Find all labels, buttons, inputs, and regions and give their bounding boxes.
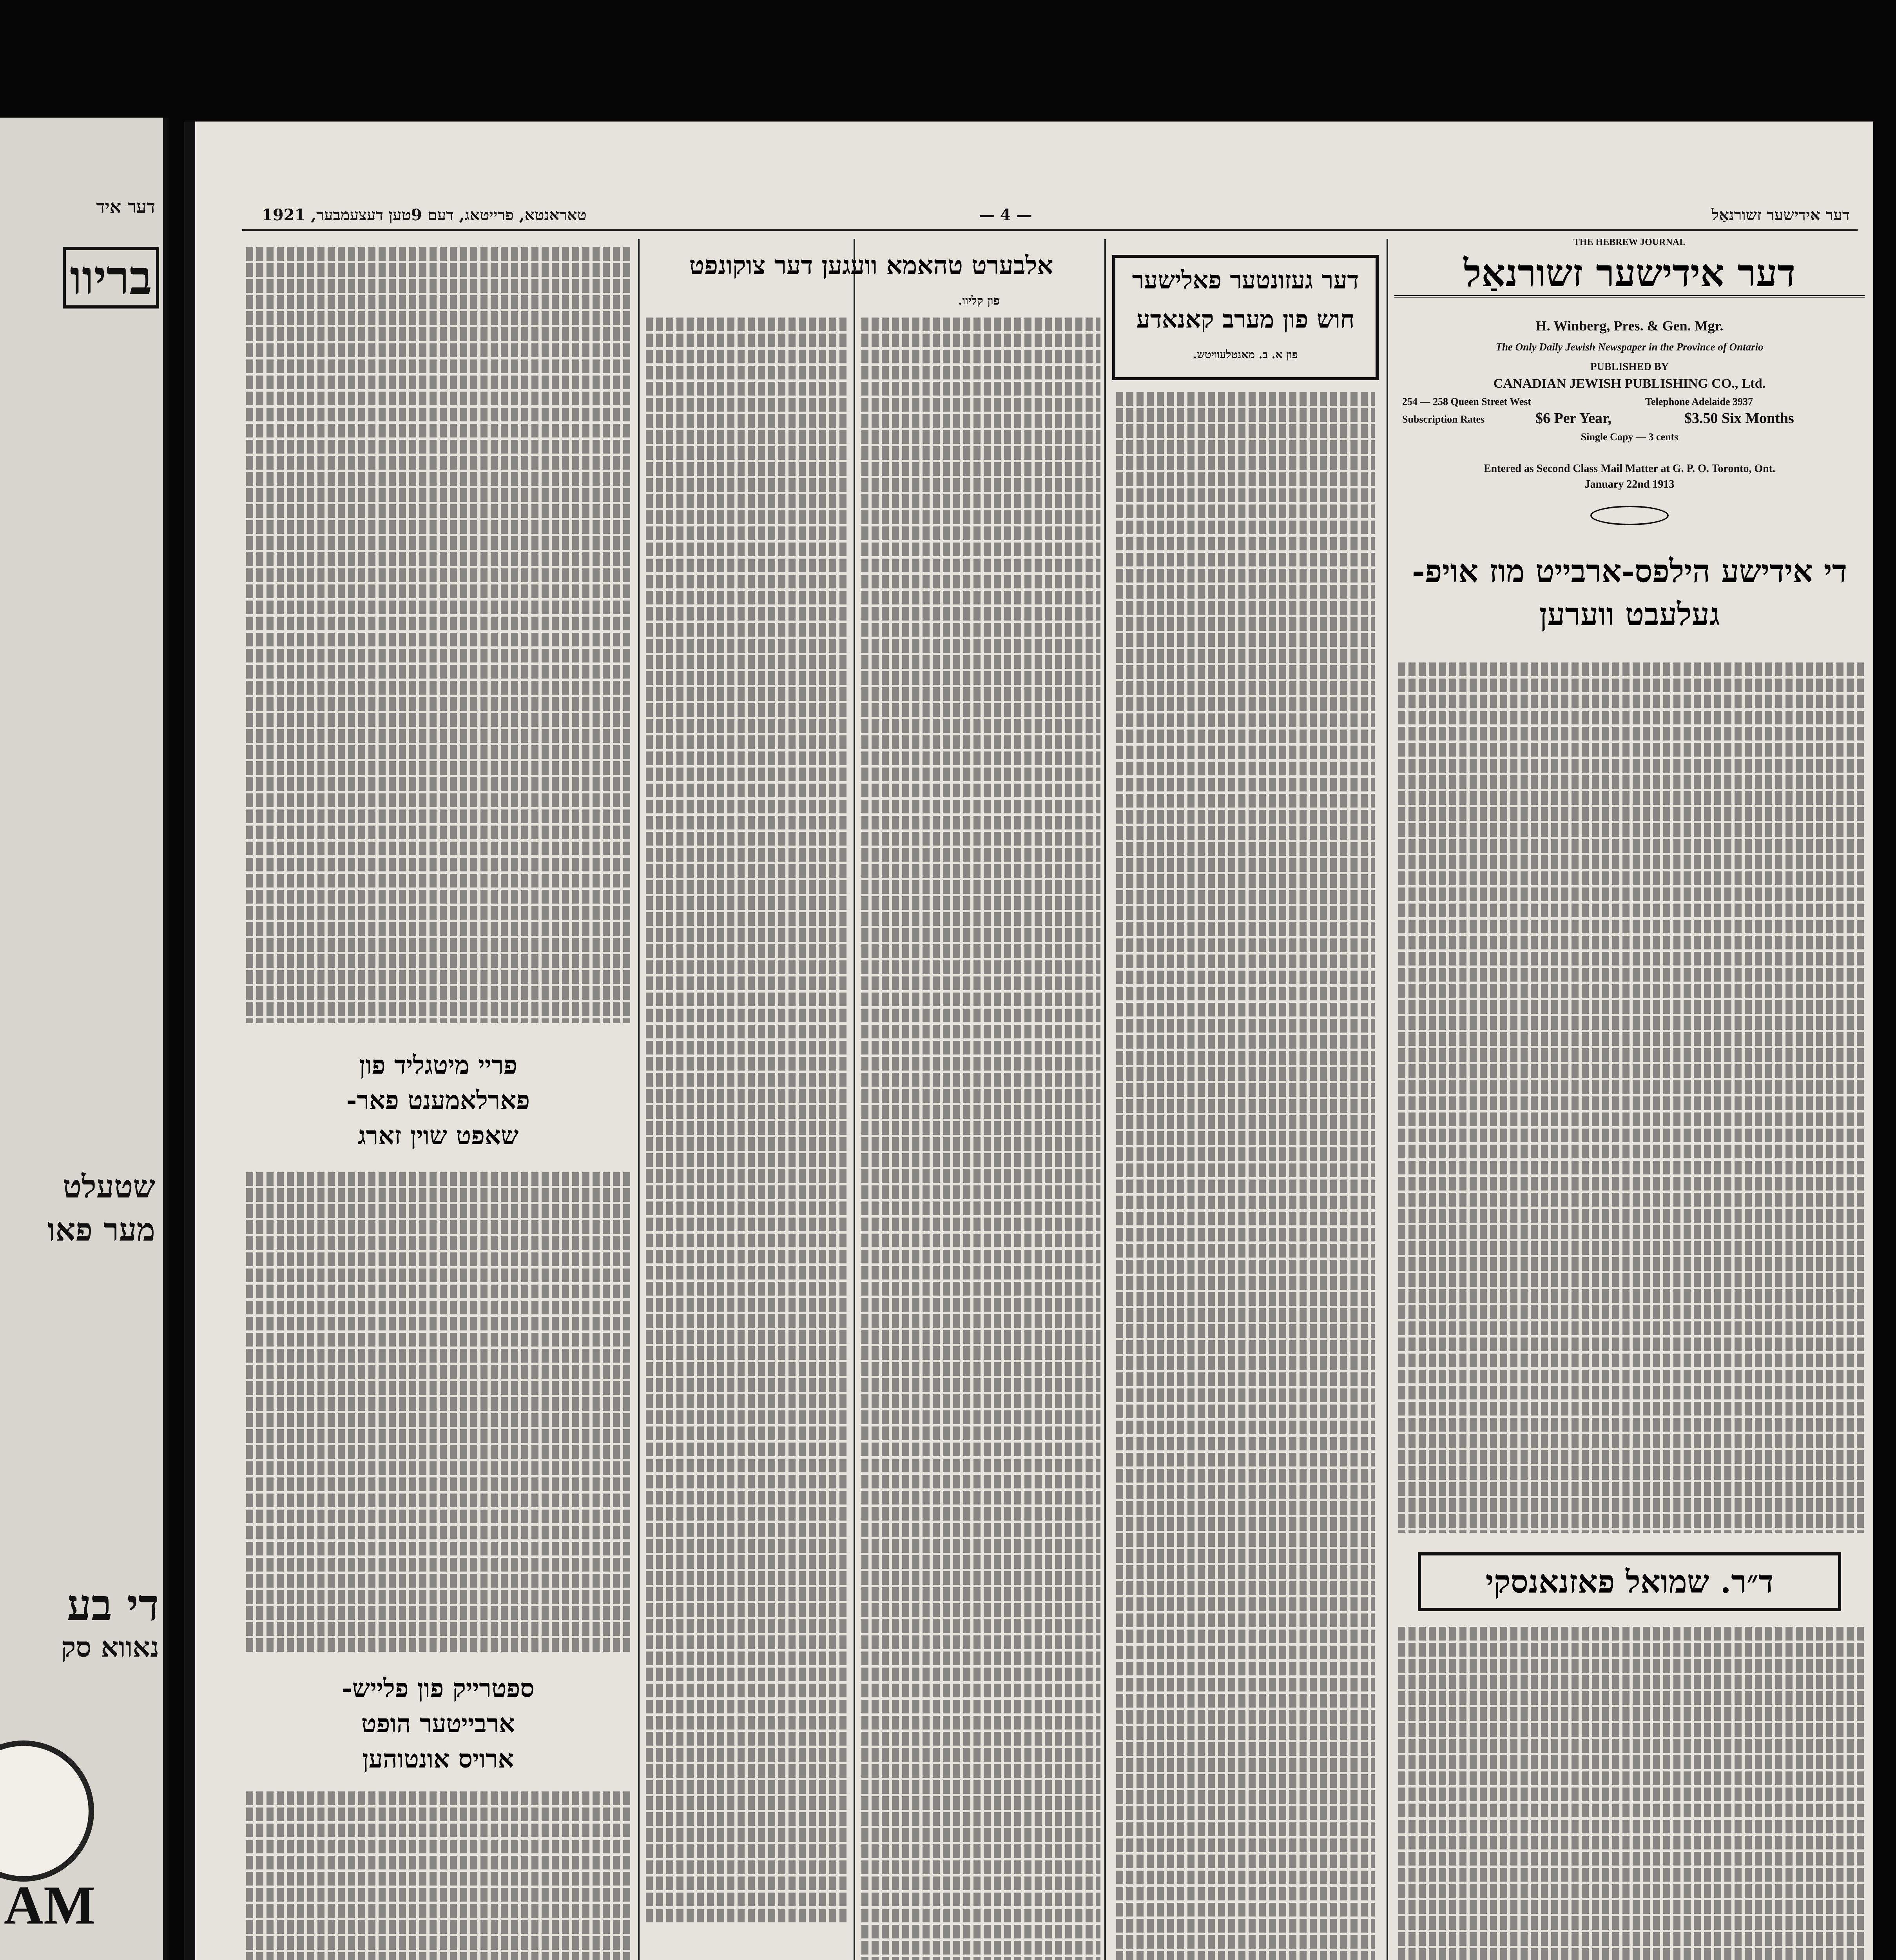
rate-year: $6 Per Year,	[1535, 410, 1611, 426]
page-number: — 4 —	[979, 206, 1032, 224]
masthead-address: 254 — 258 Queen Street West	[1402, 396, 1532, 407]
masthead-title: דער אידישער זשורנאַל	[1394, 251, 1865, 298]
masthead-tagline: The Only Daily Jewish Newspaper in the Province of Ontario	[1495, 341, 1764, 353]
clock-ad-text: AM	[4, 1875, 96, 1936]
column3-byline: פון א. ב. מאנטלעוויטש.	[1193, 348, 1298, 361]
masthead-publisher: H. Winberg, Pres. & Gen. Mgr.	[1535, 318, 1724, 334]
column-rule	[1104, 239, 1106, 1960]
left-running-head: דער איד	[96, 196, 155, 217]
column5-headline2-line3: ארויס אונטוהען	[362, 1744, 514, 1774]
running-head-left: דער אידישער זשורנאַל	[1711, 206, 1850, 224]
header-rule	[242, 229, 1858, 231]
column3-headline-2: חוש פון מערב קאנאדע	[1136, 305, 1355, 334]
single-copy-price: Single Copy — 3 cents	[1581, 431, 1678, 443]
mail-entry-date: January 22nd 1913	[1584, 478, 1675, 490]
column3-body	[1116, 392, 1375, 1960]
left-section-fragment: די בע	[67, 1580, 159, 1630]
column5-body-middle	[246, 1172, 630, 1654]
clock-icon	[0, 1740, 94, 1882]
column5-headline1-line3: שאפט שוין זארג	[357, 1121, 519, 1151]
obituary-title: ד״ר. שמואל פאזנאנסקי	[1485, 1563, 1774, 1600]
column-rule	[638, 239, 640, 1960]
column4-subhead: פון קליוו.	[958, 294, 1000, 308]
editorial-headline-1: די אידישע הילפס-ארבייט מוז אויפ-	[1412, 553, 1847, 590]
masthead-telephone: Telephone Adelaide 3937	[1645, 396, 1753, 407]
masthead-published-by: PUBLISHED BY	[1590, 361, 1669, 372]
column5-headline1-line1: פריי מיטגליד פון	[359, 1051, 517, 1080]
newspaper-page	[184, 122, 1873, 1960]
column3-headline-box	[1112, 255, 1379, 380]
column4a-body	[861, 318, 1100, 1960]
column4b-body	[646, 318, 850, 1960]
column5-headline1-line2: פארלאמענט פאר-	[346, 1086, 530, 1115]
column4-headline: אלבערט טהאמא וועגען דער צוקונפט	[689, 251, 1053, 280]
editorial-body	[1398, 662, 1865, 1533]
left-section-fragment-2: נאווא סק	[61, 1631, 159, 1663]
column-rule	[1387, 239, 1388, 1960]
running-head-date: טאראנטא, פרייטאג, דעם 9טען דעצעמבער, 1921	[262, 206, 587, 224]
column5-body-top	[246, 247, 630, 1023]
masthead-company: CANADIAN JEWISH PUBLISHING CO., Ltd.	[1493, 376, 1766, 391]
subscription-label: Subscription Rates	[1402, 414, 1485, 425]
left-partial-page	[0, 118, 169, 1960]
obituary-body	[1398, 1627, 1865, 1960]
ornament-icon	[1590, 506, 1669, 525]
mail-entry-line: Entered as Second Class Mail Matter at G. P. O. Toronto, Ont.	[1483, 463, 1776, 475]
editorial-headline-2: געלעבט ווערען	[1539, 596, 1720, 633]
column5-headline2-line2: ארבייטער הופט	[361, 1709, 515, 1739]
obituary-title-box	[1418, 1552, 1841, 1611]
left-headline-fragment: בריוו	[63, 247, 159, 309]
left-box-heading-2: מער פאו	[47, 1211, 155, 1248]
column3-headline-1: דער געזונטער פאלישער	[1132, 266, 1359, 294]
column-rule	[854, 239, 855, 1960]
rate-six-months: $3.50 Six Months	[1684, 410, 1794, 426]
left-box-heading-1: שטעלט	[63, 1168, 155, 1205]
column5-body-bottom	[246, 1791, 630, 1960]
column5-headline2-line1: ספטרייק פון פלייש-	[342, 1674, 535, 1703]
masthead-english-small: THE HEBREW JOURNAL	[1573, 237, 1686, 247]
